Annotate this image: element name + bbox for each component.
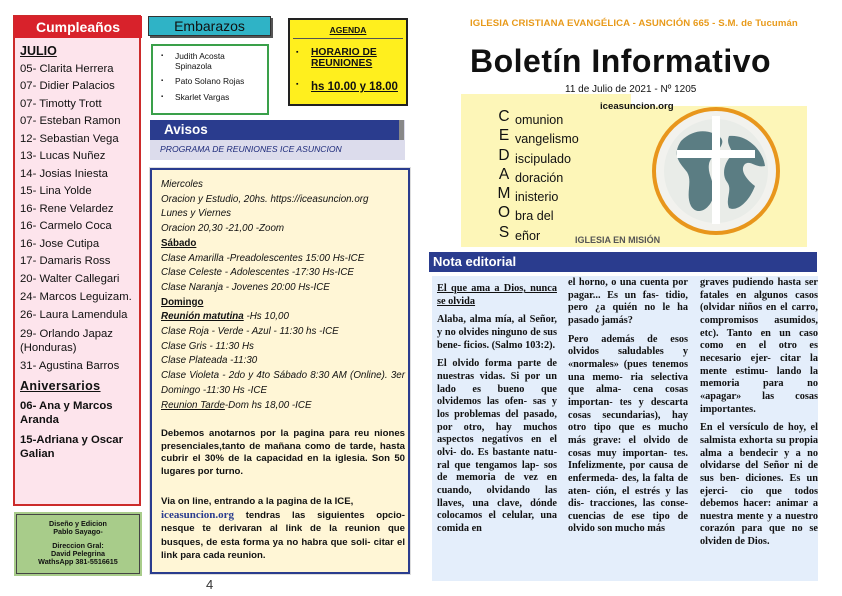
list-item: 12- Sebastian Vega xyxy=(20,132,119,145)
acrostic-words: omunion vangelismo iscipulado doración inisterio bra del eñor xyxy=(515,113,579,243)
editorial-column-2 xyxy=(568,277,688,542)
schedule-line: Reunión matutina -Hs 10,00 xyxy=(161,311,289,323)
list-item: 26- Laura Lamendula xyxy=(20,309,128,322)
list-item: ▪ Pato Solano Rojas xyxy=(161,77,263,87)
credits-line: Diseño y Edicion xyxy=(49,519,107,528)
schedule-line: Oracion y Estudio, 20hs. https://iceasuncion.org xyxy=(161,193,369,205)
month-heading: JULIO xyxy=(20,44,57,58)
editorial-paragraph: el horno, o una cuenta por pagar... Es un fas- tidio, pero ¿a quién no le ha pasado jamás? xyxy=(568,277,688,326)
schedule-line: Clase Celeste - Adolescentes -17:30 Hs-ICE xyxy=(161,267,354,279)
list-item: 24- Marcos Leguizam. xyxy=(20,291,132,304)
cedamos-acrostic xyxy=(461,94,807,247)
list-item: 15- Lina Yolde xyxy=(20,185,92,198)
list-item: 17- Damaris Ross xyxy=(20,255,111,268)
birthdays-list xyxy=(20,42,140,467)
schedule-line: Miercoles xyxy=(161,179,203,190)
credits-line: David Pelegrina xyxy=(51,548,105,558)
birthdays-title: Cumpleaños xyxy=(14,16,142,38)
editorial-heading: El que ama a Dios, nunca se olvida xyxy=(437,283,557,307)
list-item: ▪ Judith Acosta Spinazola xyxy=(161,52,263,71)
schedule-day-heading: Domingo xyxy=(161,296,204,308)
credits-line: Pablo Sayago- xyxy=(53,527,103,537)
website: iceasuncion.org xyxy=(600,101,674,112)
list-item: 31- Agustina Barros xyxy=(20,359,120,372)
list-item: 15-Adriana y Oscar Galian xyxy=(20,434,123,461)
schedule-line: Clase Gris - 11:30 Hs xyxy=(161,340,254,352)
schedule-line: Clase Roja - Verde - Azul - 11:30 hs -ICE xyxy=(161,326,339,338)
list-item: 29- Orlando Japaz (Honduras) xyxy=(20,327,113,354)
anniversaries-heading: Aniversarios xyxy=(20,379,101,394)
pregnancies-list xyxy=(151,44,269,115)
list-item: 20- Walter Callegari xyxy=(20,272,120,285)
issue-date: 11 de Julio de 2021 - Nº 1205 xyxy=(565,84,697,95)
page-number: 4 xyxy=(206,577,214,592)
list-item: ▪ Skarlet Vargas xyxy=(161,93,263,103)
acrostic-letters: C E D A M O S xyxy=(497,108,511,241)
notices-title: Avisos xyxy=(150,120,404,140)
credits-line: WathsApp 381-5516615 xyxy=(38,557,118,567)
registration-notice: Debemos anotarnos por la pagina para reu niones presenciales,tanto de mañana como de tarde, hasta cubrir el 30% de la capacidad en la iglesia. Son 50 lugares por turno. xyxy=(161,428,405,477)
agenda-box xyxy=(288,18,408,106)
editorial-paragraph: Pero además de esos olvidos saludables y «normales» (pues tenemos una memo- ria selectiva que alma- cena cosas importan- tes y descarta cosas secundarias), hay otro tipo que es mucho más grave: el olvido de cosas muy importan- tes. Infelizmente, por causa de enfermeda- des, la falta de aten- ción, el estrés y las dis- tracciones, las conse- cuencias de ese tipo de olvido son mucho más xyxy=(568,333,688,535)
globe-cross-icon xyxy=(651,106,781,236)
schedule-line: Clase Amarilla -Preadolescentes 15:00 Hs-ICE xyxy=(161,252,365,264)
pregnancies-title: Embarazos xyxy=(148,16,271,36)
credits-box xyxy=(16,514,140,574)
list-item: 05- Clarita Herrera xyxy=(20,62,114,75)
page-title: Boletín Informativo xyxy=(470,43,772,79)
church-name: IGLESIA CRISTIANA EVANGÉLICA - ASUNCIÓN 665 - S.M. de Tucumán xyxy=(470,18,798,29)
editorial-paragraph: Alaba, alma mía, al Señor, y no olvides ninguno de sus bene- ficios. (Salmo 103:2). xyxy=(437,314,557,351)
schedule-line: Clase Naranja - Jovenes 20:00 Hs-ICE xyxy=(161,281,330,293)
editorial-title: Nota editorial xyxy=(429,252,817,272)
list-item: 16- Rene Velardez xyxy=(20,202,114,215)
schedule-line: Reunion Tarde-Dom hs 18,00 -ICE xyxy=(161,399,312,411)
list-item: 06- Ana y Marcos Aranda xyxy=(20,400,113,427)
list-item: 14- Josias Iniesta xyxy=(20,167,108,180)
schedule-day-heading: Sábado xyxy=(161,237,197,249)
editorial-paragraph: En el versículo de hoy, el salmista exhorta su propia alma a bendecir y a no olvidarse del Señor ni de sus ben- diciones. Es un ejerci- cio que todos debemos hacer: animar a nuestra mente y a nuestro corazón para que no se olviden de Dios. xyxy=(700,422,818,548)
list-item: 07- Didier Palacios xyxy=(20,80,115,93)
mission-label: IGLESIA EN MISIÓN xyxy=(575,235,661,245)
schedule-line: Lunes y Viernes xyxy=(161,208,232,220)
agenda-title: AGENDA xyxy=(329,25,367,35)
list-item: 16- Carmelo Coca xyxy=(20,220,112,233)
credits-line: Direccion Gral: xyxy=(52,540,104,550)
list-item: 13- Lucas Nuñez xyxy=(20,150,106,163)
schedule-line: Clase Plateada -11:30 xyxy=(161,355,258,367)
schedule-box xyxy=(150,168,410,574)
notices-subtitle: PROGRAMA DE REUNIONES ICE ASUNCION xyxy=(160,144,342,154)
schedule-line: Oracion 20,30 -21,00 -Zoom xyxy=(161,223,285,235)
website-link[interactable]: iceasuncion.org xyxy=(161,508,235,521)
editorial-paragraph: El olvido forma parte de nuestras vidas. Si por un lado es bueno que olvidemos las ofen- sas y los problemas del pasado, por otro, hay muchos aspectos negativos en el olvi- do. Es bastante natu- ral que tengamos lap- sos de memoria de vez en cuando, olvidando las llaves, una clave, dónde colocamos el celular, una comida en xyxy=(437,358,557,534)
schedule-line: Clase Violeta - 2do y 4to Sábado 8:30 AM (Online). 3er Domingo -11:30 Hs -ICE xyxy=(161,370,405,396)
editorial-paragraph: graves pudiendo hasta ser fatales en algunos casos (olvidar niños en el carro, compromisos asumidos, etc). Tanto en un caso como en el otro es necesario ejer- citar la mente estimu- lando la memoria para no «apagar» las cosas importantes. xyxy=(700,277,818,415)
list-item: 07- Timotty Trott xyxy=(20,97,102,110)
editorial-column-3 xyxy=(700,277,818,555)
agenda-item: ▪ HORARIO DE REUNIONES xyxy=(293,47,403,69)
list-item: 16- Jose Cutipa xyxy=(20,237,100,250)
online-notice: Via on line, entrando a la pagina de la ICE, iceasuncion.org tendras las siguientes opcio- nesque te derivaran al link de la reunion que busques, de esta forma ya no habra que soli- citar el link para cada reunion. xyxy=(161,496,405,561)
list-item: 07- Esteban Ramon xyxy=(20,115,121,128)
editorial-column-1 xyxy=(437,283,557,541)
birthdays-panel xyxy=(13,15,141,506)
agenda-item: ▪ hs 10.00 y 18.00 xyxy=(293,81,403,93)
